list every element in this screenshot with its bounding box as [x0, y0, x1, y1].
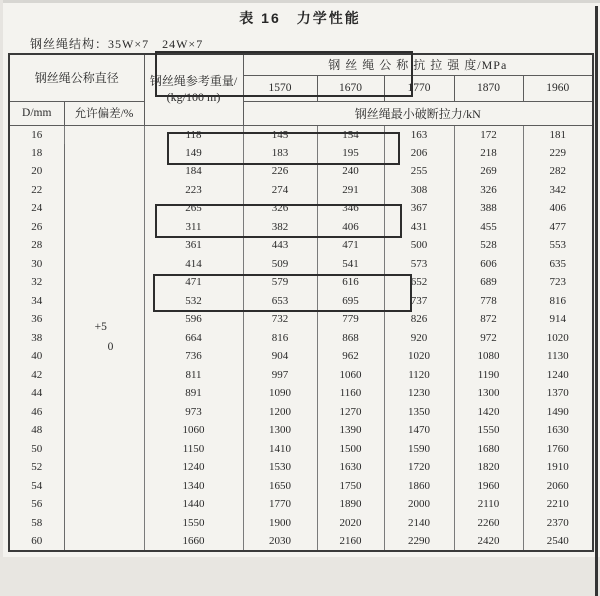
cell-breaking-force: 1370	[523, 384, 593, 403]
cell-weight: 414	[144, 255, 243, 274]
rope-structure-note: 钢丝绳结构：35W×7 24W×7	[30, 37, 204, 51]
cell-breaking-force: 240	[317, 162, 384, 181]
cell-weight: 532	[144, 292, 243, 311]
cell-breaking-force: 920	[384, 329, 454, 348]
cell-breaking-force: 606	[454, 255, 523, 274]
cell-weight: 664	[144, 329, 243, 348]
header-min-breaking-force: 钢丝绳最小破断拉力/kN	[243, 101, 593, 125]
cell-breaking-force: 868	[317, 329, 384, 348]
cell-breaking-force: 308	[384, 181, 454, 200]
cell-breaking-force: 1890	[317, 495, 384, 514]
cell-weight: 1550	[144, 514, 243, 533]
cell-breaking-force: 2000	[384, 495, 454, 514]
cell-breaking-force: 388	[454, 199, 523, 218]
header-nominal-diameter: 钢丝绳公称直径	[9, 54, 144, 101]
cell-breaking-force: 269	[454, 162, 523, 181]
cell-weight: 596	[144, 310, 243, 329]
cell-diameter: 30	[9, 255, 64, 274]
cell-diameter: 34	[9, 292, 64, 311]
cell-breaking-force: 274	[243, 181, 317, 200]
cell-breaking-force: 2420	[454, 532, 523, 551]
cell-breaking-force: 181	[523, 125, 593, 144]
cell-breaking-force: 1630	[317, 458, 384, 477]
header-d-mm: D/mm	[9, 101, 64, 125]
cell-diameter: 44	[9, 384, 64, 403]
cell-diameter: 22	[9, 181, 64, 200]
cell-breaking-force: 1820	[454, 458, 523, 477]
cell-breaking-force: 816	[523, 292, 593, 311]
cell-diameter: 56	[9, 495, 64, 514]
cell-breaking-force: 652	[384, 273, 454, 292]
cell-breaking-force: 635	[523, 255, 593, 274]
cell-breaking-force: 172	[454, 125, 523, 144]
cell-breaking-force: 1760	[523, 440, 593, 459]
cell-breaking-force: 291	[317, 181, 384, 200]
cell-weight: 1340	[144, 477, 243, 496]
cell-diameter: 28	[9, 236, 64, 255]
cell-breaking-force: 1650	[243, 477, 317, 496]
cell-breaking-force: 1120	[384, 366, 454, 385]
cell-breaking-force: 455	[454, 218, 523, 237]
cell-breaking-force: 195	[317, 144, 384, 163]
cell-breaking-force: 723	[523, 273, 593, 292]
scan-right-edge-line	[595, 6, 598, 596]
cell-breaking-force: 1750	[317, 477, 384, 496]
cell-breaking-force: 1550	[454, 421, 523, 440]
cell-diameter: 38	[9, 329, 64, 348]
cell-breaking-force: 183	[243, 144, 317, 163]
scan-lower-shade	[0, 557, 600, 596]
cell-breaking-force: 255	[384, 162, 454, 181]
cell-breaking-force: 573	[384, 255, 454, 274]
scan-top-edge	[0, 0, 600, 3]
cell-breaking-force: 528	[454, 236, 523, 255]
cell-weight: 184	[144, 162, 243, 181]
cell-breaking-force: 163	[384, 125, 454, 144]
cell-breaking-force: 1080	[454, 347, 523, 366]
cell-weight: 973	[144, 403, 243, 422]
cell-diameter: 26	[9, 218, 64, 237]
cell-breaking-force: 2540	[523, 532, 593, 551]
cell-breaking-force: 1720	[384, 458, 454, 477]
page-title: 表 16 力学性能	[239, 10, 361, 26]
cell-weight: 1150	[144, 440, 243, 459]
cell-diameter: 36	[9, 310, 64, 329]
cell-breaking-force: 1960	[454, 477, 523, 496]
cell-breaking-force: 1020	[384, 347, 454, 366]
cell-breaking-force: 2370	[523, 514, 593, 533]
cell-weight: 1240	[144, 458, 243, 477]
cell-breaking-force: 553	[523, 236, 593, 255]
scan-left-edge	[0, 0, 3, 596]
cell-breaking-force: 1490	[523, 403, 593, 422]
cell-diameter: 48	[9, 421, 64, 440]
cell-diameter: 58	[9, 514, 64, 533]
cell-diameter: 40	[9, 347, 64, 366]
strength-grade: 1960	[523, 75, 593, 101]
cell-breaking-force: 1410	[243, 440, 317, 459]
cell-weight: 471	[144, 273, 243, 292]
table-body	[9, 125, 593, 551]
cell-breaking-force: 2060	[523, 477, 593, 496]
cell-breaking-force: 2020	[317, 514, 384, 533]
cell-weight: 1660	[144, 532, 243, 551]
strength-grade: 1770	[384, 75, 454, 101]
cell-breaking-force: 326	[243, 199, 317, 218]
cell-breaking-force: 367	[384, 199, 454, 218]
cell-breaking-force: 997	[243, 366, 317, 385]
cell-breaking-force: 689	[454, 273, 523, 292]
cell-breaking-force: 695	[317, 292, 384, 311]
cell-breaking-force: 2160	[317, 532, 384, 551]
cell-breaking-force: 816	[243, 329, 317, 348]
cell-breaking-force: 1300	[243, 421, 317, 440]
cell-diameter: 20	[9, 162, 64, 181]
cell-breaking-force: 1770	[243, 495, 317, 514]
cell-weight: 736	[144, 347, 243, 366]
cell-breaking-force: 1230	[384, 384, 454, 403]
cell-breaking-force: 1900	[243, 514, 317, 533]
cell-diameter: 24	[9, 199, 64, 218]
cell-breaking-force: 229	[523, 144, 593, 163]
strength-grade: 1670	[317, 75, 384, 101]
cell-breaking-force: 145	[243, 125, 317, 144]
cell-breaking-force: 382	[243, 218, 317, 237]
strength-grade: 1570	[243, 75, 317, 101]
cell-breaking-force: 732	[243, 310, 317, 329]
cell-weight: 265	[144, 199, 243, 218]
cell-breaking-force: 2290	[384, 532, 454, 551]
cell-breaking-force: 500	[384, 236, 454, 255]
cell-diameter: 18	[9, 144, 64, 163]
cell-breaking-force: 1470	[384, 421, 454, 440]
cell-breaking-force: 1590	[384, 440, 454, 459]
cell-diameter: 52	[9, 458, 64, 477]
cell-breaking-force: 541	[317, 255, 384, 274]
cell-breaking-force: 962	[317, 347, 384, 366]
cell-weight: 311	[144, 218, 243, 237]
cell-breaking-force: 471	[317, 236, 384, 255]
cell-breaking-force: 2210	[523, 495, 593, 514]
cell-weight: 1440	[144, 495, 243, 514]
cell-breaking-force: 218	[454, 144, 523, 163]
tolerance-plus: +5	[94, 320, 107, 333]
cell-breaking-force: 872	[454, 310, 523, 329]
cell-breaking-force: 779	[317, 310, 384, 329]
cell-weight: 1060	[144, 421, 243, 440]
cell-breaking-force: 1680	[454, 440, 523, 459]
header-tensile-strength: 钢 丝 绳 公 称 抗 拉 强 度/MPa	[243, 54, 593, 75]
cell-breaking-force: 1300	[454, 384, 523, 403]
cell-breaking-force: 1190	[454, 366, 523, 385]
cell-diameter: 46	[9, 403, 64, 422]
header-reference-weight-line1: 钢丝绳参考重量/	[149, 74, 238, 89]
cell-breaking-force: 406	[317, 218, 384, 237]
cell-weight: 811	[144, 366, 243, 385]
cell-breaking-force: 282	[523, 162, 593, 181]
cell-breaking-force: 1630	[523, 421, 593, 440]
cell-breaking-force: 326	[454, 181, 523, 200]
cell-breaking-force: 342	[523, 181, 593, 200]
cell-breaking-force: 226	[243, 162, 317, 181]
cell-breaking-force: 1020	[523, 329, 593, 348]
mechanical-properties-table	[8, 53, 594, 552]
header-reference-weight-line2: (kg/100 m)	[166, 89, 221, 104]
cell-breaking-force: 1200	[243, 403, 317, 422]
cell-weight: 223	[144, 181, 243, 200]
cell-breaking-force: 1160	[317, 384, 384, 403]
cell-breaking-force: 1270	[317, 403, 384, 422]
cell-breaking-force: 1860	[384, 477, 454, 496]
cell-breaking-force: 1130	[523, 347, 593, 366]
cell-breaking-force: 737	[384, 292, 454, 311]
cell-breaking-force: 1420	[454, 403, 523, 422]
cell-breaking-force: 1240	[523, 366, 593, 385]
cell-breaking-force: 1910	[523, 458, 593, 477]
cell-diameter: 16	[9, 125, 64, 144]
cell-breaking-force: 653	[243, 292, 317, 311]
header-reference-weight	[144, 54, 243, 125]
cell-breaking-force: 904	[243, 347, 317, 366]
cell-breaking-force: 1390	[317, 421, 384, 440]
cell-breaking-force: 1350	[384, 403, 454, 422]
cell-breaking-force: 972	[454, 329, 523, 348]
cell-breaking-force: 346	[317, 199, 384, 218]
cell-breaking-force: 1530	[243, 458, 317, 477]
cell-breaking-force: 579	[243, 273, 317, 292]
cell-breaking-force: 914	[523, 310, 593, 329]
cell-breaking-force: 616	[317, 273, 384, 292]
cell-breaking-force: 2260	[454, 514, 523, 533]
cell-breaking-force: 778	[454, 292, 523, 311]
cell-breaking-force: 206	[384, 144, 454, 163]
cell-diameter: 54	[9, 477, 64, 496]
cell-breaking-force: 2140	[384, 514, 454, 533]
cell-breaking-force: 2030	[243, 532, 317, 551]
cell-diameter: 50	[9, 440, 64, 459]
cell-breaking-force: 154	[317, 125, 384, 144]
cell-breaking-force: 1060	[317, 366, 384, 385]
cell-weight: 891	[144, 384, 243, 403]
table-row	[9, 125, 593, 144]
header-tolerance: 允许偏差/%	[64, 101, 144, 125]
cell-breaking-force: 431	[384, 218, 454, 237]
cell-breaking-force: 443	[243, 236, 317, 255]
cell-breaking-force: 1500	[317, 440, 384, 459]
cell-tolerance	[64, 125, 144, 551]
strength-grade: 1870	[454, 75, 523, 101]
cell-breaking-force: 826	[384, 310, 454, 329]
tolerance-zero: 0	[107, 340, 114, 353]
cell-breaking-force: 509	[243, 255, 317, 274]
cell-weight: 361	[144, 236, 243, 255]
cell-diameter: 42	[9, 366, 64, 385]
cell-weight: 118	[144, 125, 243, 144]
cell-breaking-force: 477	[523, 218, 593, 237]
cell-breaking-force: 1090	[243, 384, 317, 403]
cell-breaking-force: 406	[523, 199, 593, 218]
cell-diameter: 32	[9, 273, 64, 292]
cell-weight: 149	[144, 144, 243, 163]
cell-diameter: 60	[9, 532, 64, 551]
cell-breaking-force: 2110	[454, 495, 523, 514]
